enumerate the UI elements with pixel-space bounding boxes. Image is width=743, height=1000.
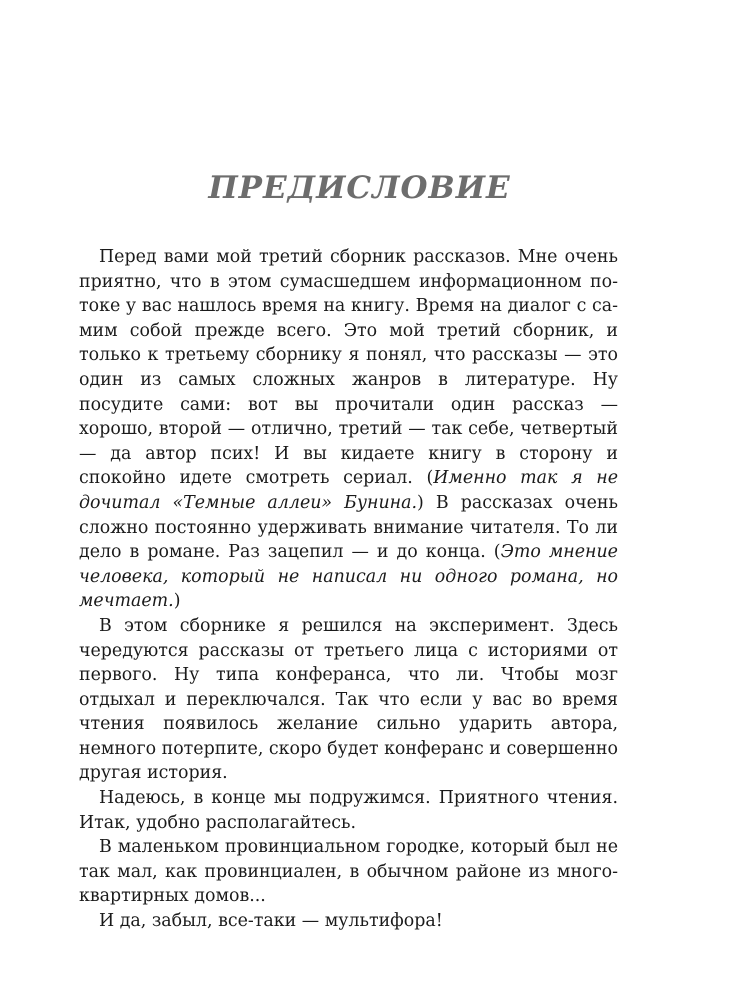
paragraph [79,909,618,934]
italic-aside: Именно так я не дочитал «Темные аллеи» Бунина. [79,468,618,513]
chapter-title: ПРЕДИСЛОВИЕ [208,170,511,206]
text-run: Перед вами мой третий сборник рассказов. Мне очень приятно, что в этом сумасшедшем информационном потоке у вас нашлось время на книгу. Время на диалог с самим собой прежде всего. Это мой третий сборник, и только к третьему сборнику я понял, что рассказы — это один из самых сложных жанров в литературе. Ну посудите сами: вот вы прочитали один рассказ — хорошо, второй — отлично, третий — так себе, четвертый — да автор псих! И вы кидаете книгу в сторону и спокойно идете смотреть сериал. ( [79,247,618,489]
paragraph [79,245,618,614]
paragraph [79,614,618,786]
italic-aside: Это мнение человека, который не написал ни одного романа, но мечтает. [79,542,618,612]
text-run: В этом сборнике я решился на эксперимент. Здесь чередуются рассказы от третьего лица с историями от первого. Ну типа конферанса, что ли. Чтобы мозг отдыхал и переключался. Так что если у вас во время чтения появилось желание сильно ударить автора, немного потерпите, скоро будет конферанс и совершенно другая история. [79,615,618,784]
preface-body [79,245,618,934]
text-run: В маленьком провинциальном городке, который был не так мал, как провинциален, в обычном районе из многоквартирных домов... [79,837,618,907]
text-run: ) [173,591,181,612]
text-run: ) В рассказах очень сложно постоянно удерживать внимание читателя. То ли дело в романе. Раз зацепил — и до конца. ( [79,492,618,563]
paragraph [79,786,618,835]
text-run: И да, забыл, все-таки — мультифора! [99,911,443,932]
paragraph [79,835,618,909]
text-run: Надеюсь, в конце мы подружимся. Приятного чтения. Итак, удобно располагайтесь. [79,788,618,833]
